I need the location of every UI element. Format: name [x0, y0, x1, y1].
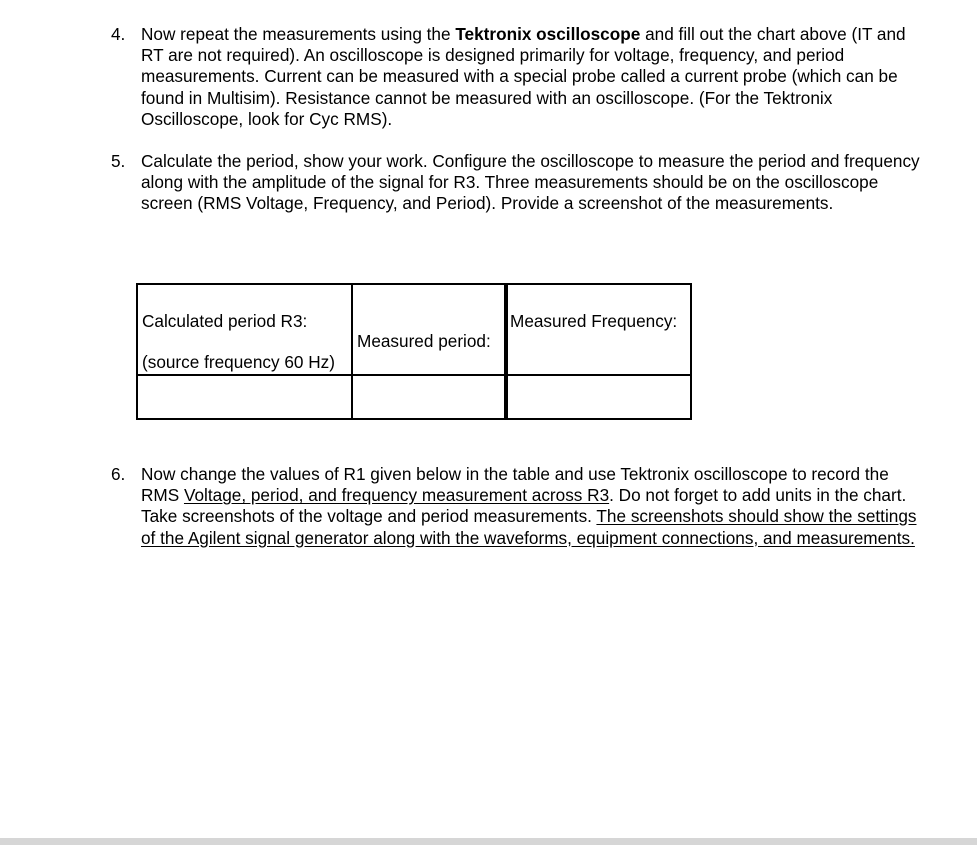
item-number: 6.: [111, 464, 126, 484]
item-number: 5.: [111, 151, 126, 171]
source-frequency-label: (source frequency 60 Hz): [142, 352, 335, 372]
calculated-period-cell[interactable]: [137, 375, 352, 419]
table-header-row: [137, 284, 691, 375]
calculated-period-label: Calculated period R3:: [142, 311, 308, 331]
item-number: 4.: [111, 24, 126, 44]
item-text-part: . Do not forget to add units in the chart. Take screenshots of the voltage and period measurements.: [141, 485, 907, 527]
measured-frequency-header: [506, 284, 691, 375]
item-bold-text: Tektronix oscilloscope: [455, 24, 641, 44]
item-text: [141, 464, 926, 549]
calculated-period-header: [137, 284, 352, 375]
item-text-part: and fill out the chart above (IT and RT are not required). An oscilloscope is designed primarily for voltage, frequency, and period measurements. Current can be measured with a special probe called a current probe (which can be found in Multisim). Resistance cannot be measured with an oscilloscope. (For the Tektronix Oscilloscope, look for Cyc RMS).: [141, 24, 906, 129]
item-underlined-text: Voltage, period, and frequency measurement across R3: [183, 485, 610, 506]
item-underlined-text: The screenshots should show the settings of the Agilent signal generator along with the waveforms, equipment connections, and measurements.: [141, 506, 917, 548]
measured-period-header: [352, 284, 506, 375]
instruction-item-5: [111, 151, 926, 215]
item-text: [141, 24, 926, 130]
item-text-part: Now change the values of R1 given below in the table and use Tektronix oscilloscope to record the RMS: [141, 464, 889, 506]
page-bottom-border: [0, 838, 977, 845]
measured-period-cell[interactable]: [352, 375, 506, 419]
item-text: Calculate the period, show your work. Configure the oscilloscope to measure the period and frequency along with the amplitude of the signal for R3. Three measurements should be on the oscilloscope screen (RMS Voltage, Frequency, and Period). Provide a screenshot of the measurements.: [141, 151, 920, 214]
table-row: [137, 375, 691, 419]
instruction-item-6: [111, 464, 926, 549]
measured-frequency-cell[interactable]: [506, 375, 691, 419]
item-text-part: Now repeat the measurements using the: [141, 24, 456, 44]
instruction-item-4: [111, 24, 926, 130]
measured-frequency-label: Measured Frequency:: [510, 311, 678, 331]
measured-period-label: Measured period:: [357, 331, 491, 351]
measurement-table: [136, 283, 692, 420]
